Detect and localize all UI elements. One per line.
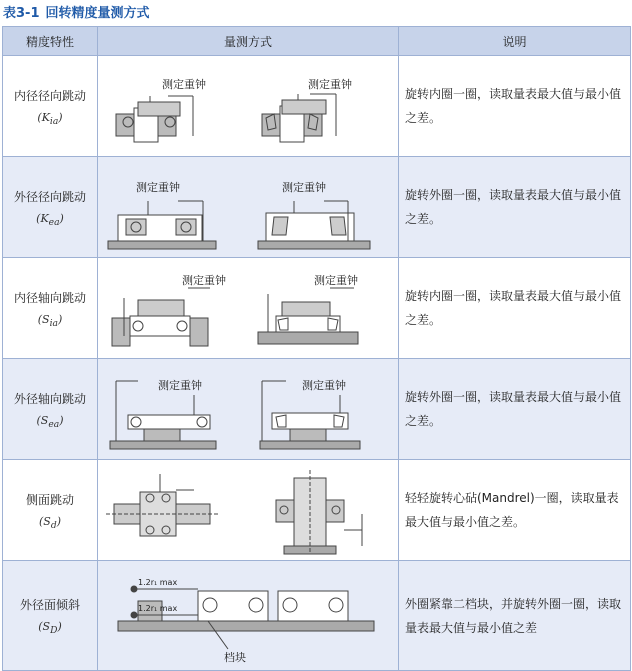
- characteristic-name: 侧面跳动: [25, 492, 74, 507]
- label-tolerance-bottom: 1.2r₁ max: [138, 604, 178, 613]
- characteristic-name: 外径面倾斜: [19, 598, 80, 613]
- characteristic-cell: [3, 157, 98, 258]
- characteristic-symbol: $(S_d)$: [38, 514, 61, 532]
- label-weight-right: 测定重钟: [314, 274, 358, 287]
- characteristic-cell: [3, 56, 98, 157]
- bearing-diagram: [98, 157, 398, 257]
- method-figure-cell: [98, 56, 399, 157]
- table-row: [3, 561, 631, 671]
- table-row: [3, 359, 631, 460]
- description-text: 旋转外圈一圈，读取量表最大值与最小值之差。: [405, 188, 622, 226]
- method-figure-cell: [98, 258, 399, 359]
- characteristic-name: 内径径向跳动: [13, 88, 86, 103]
- characteristic-cell: [3, 359, 98, 460]
- description-text: 轻轻旋转心砧(Mandrel)一圈，读取量表最大值与最小值之差。: [405, 491, 619, 529]
- description-cell: [399, 56, 631, 157]
- label-weight-left: 测定重钟: [158, 379, 202, 392]
- bearing-diagram: [98, 56, 398, 156]
- table-number: 表3-1: [3, 6, 40, 21]
- characteristic-name: 内径轴向跳动: [13, 290, 86, 305]
- label-weight-left: 测定重钟: [136, 181, 180, 194]
- table-row: [3, 258, 631, 359]
- label-weight-right: 测定重钟: [302, 379, 346, 392]
- label-tolerance-top: 1.2r₁ max: [138, 578, 178, 587]
- description-text: 旋转内圈一圈，读取量表最大值与最小值之差。: [405, 289, 622, 327]
- label-weight-right: 测定重钟: [282, 181, 326, 194]
- description-cell: [399, 157, 631, 258]
- characteristic-name: 外径轴向跳动: [13, 391, 86, 406]
- table-title: [3, 3, 150, 25]
- characteristic-symbol: $(S_{ea})$: [36, 413, 64, 431]
- table-row: [3, 157, 631, 258]
- bearing-diagram: [98, 258, 398, 358]
- label-stopper: 档块: [224, 651, 246, 664]
- tilt-diagram: [98, 561, 398, 670]
- description-cell: [399, 359, 631, 460]
- label-weight-right: 测定重钟: [308, 78, 352, 91]
- characteristic-symbol: $(S_{ia})$: [37, 312, 63, 330]
- method-figure-cell: [98, 561, 399, 671]
- method-figure-cell: [98, 157, 399, 258]
- characteristic-symbol: $(S_D)$: [38, 620, 62, 637]
- header-description: 说明: [399, 27, 631, 56]
- characteristic-cell: [3, 460, 98, 561]
- table-row: [3, 460, 631, 561]
- header-row: [3, 27, 631, 56]
- description-cell: [399, 258, 631, 359]
- description-text: 外圈紧靠二档块，并旋转外圈一圈，读取量表最大值与最小值之差: [405, 596, 622, 635]
- label-weight-left: 测定重钟: [182, 274, 226, 287]
- description-cell: [399, 460, 631, 561]
- label-weight-left: 测定重钟: [162, 78, 206, 91]
- header-method: 量测方式: [98, 27, 399, 56]
- description-text: 旋转外圈一圈，读取量表最大值与最小值之差。: [405, 390, 622, 428]
- measurement-table: [2, 26, 631, 671]
- characteristic-cell: [3, 258, 98, 359]
- bearing-diagram: [98, 359, 398, 459]
- description-cell: [399, 561, 631, 671]
- characteristic-symbol: $(K_{ia})$: [37, 110, 63, 128]
- method-figure-cell: [98, 359, 399, 460]
- mandrel-diagram: [98, 460, 398, 560]
- header-characteristic: 精度特性: [3, 27, 98, 56]
- characteristic-name: 外径径向跳动: [13, 189, 86, 204]
- table-row: [3, 56, 631, 157]
- characteristic-cell: [3, 561, 98, 671]
- characteristic-symbol: $(K_{ea})$: [36, 211, 64, 229]
- description-text: 旋转内圈一圈，读取量表最大值与最小值之差。: [405, 87, 622, 125]
- method-figure-cell: [98, 460, 399, 561]
- table-caption: 回转精度量测方式: [45, 6, 150, 21]
